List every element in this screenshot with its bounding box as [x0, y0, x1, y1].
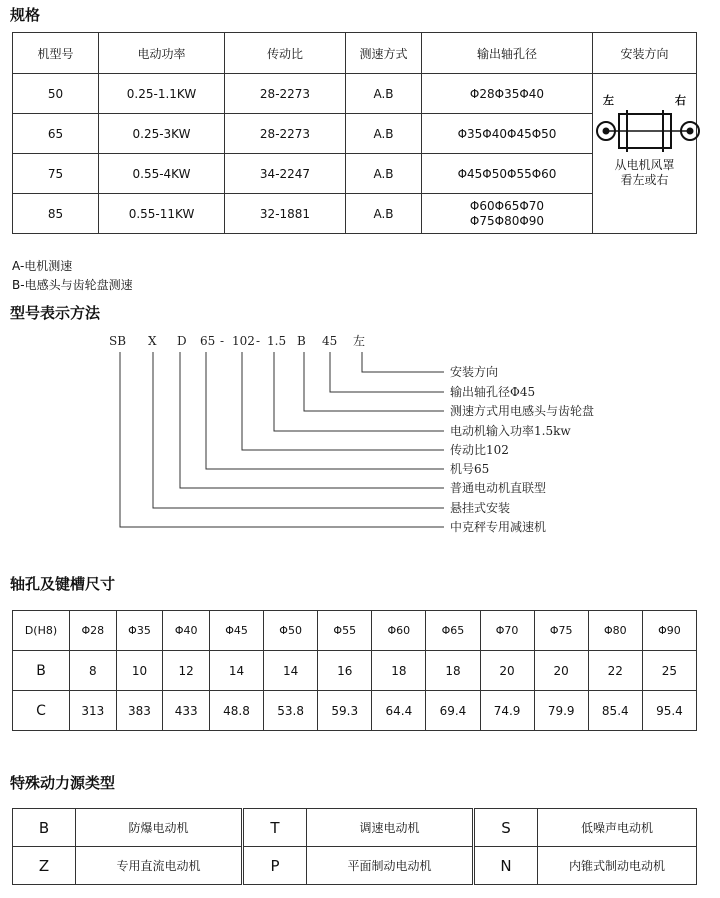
spec-table	[12, 32, 697, 234]
desc-direction: 安装方向	[450, 365, 499, 379]
cell: Φ28	[70, 611, 117, 651]
header-cell: 机型号	[13, 33, 99, 74]
cell: A.B	[346, 154, 422, 194]
cell: A.B	[346, 74, 422, 114]
power-code: Z	[13, 847, 76, 885]
code-part-ratio: 102	[232, 334, 255, 348]
header-cell: 电动功率	[99, 33, 225, 74]
cell: Φ35	[116, 611, 163, 651]
table-row	[13, 847, 697, 885]
cell: 12	[163, 651, 210, 691]
cell: 383	[116, 691, 163, 731]
cell: Φ75	[534, 611, 588, 651]
power-name: 平面制动电动机	[307, 847, 474, 885]
cell: Φ55	[318, 611, 372, 651]
cell: 64.4	[372, 691, 426, 731]
cell: 28-2273	[225, 114, 346, 154]
table-row	[13, 651, 697, 691]
header-cell: 传动比	[225, 33, 346, 74]
power-name: 防爆电动机	[76, 809, 243, 847]
cell: A.B	[346, 114, 422, 154]
desc-speed: 测速方式用电感头与齿轮盘	[450, 404, 595, 418]
code-part-speed: B	[297, 334, 306, 348]
cell: 14	[209, 651, 263, 691]
cell: Φ40	[163, 611, 210, 651]
legend-a: A-电机测速	[12, 259, 73, 273]
desc-series: 中克秤专用减速机	[450, 520, 547, 534]
model-title: 型号表示方法	[10, 304, 101, 322]
model-code-diagram	[0, 320, 720, 540]
cell: 0.25-3KW	[99, 114, 225, 154]
leader-lines	[120, 352, 444, 527]
desc-ratio: 传动比102	[450, 443, 509, 457]
cell: 8	[70, 651, 117, 691]
cell: 75	[13, 154, 99, 194]
cell: 433	[163, 691, 210, 731]
cell: 313	[70, 691, 117, 731]
cell: 95.4	[642, 691, 696, 731]
cell: Φ65	[426, 611, 480, 651]
desc-mounting: 悬挂式安装	[450, 501, 511, 515]
cell: 69.4	[426, 691, 480, 731]
desc-type: 普通电动机直联型	[450, 481, 547, 495]
cell: 34-2247	[225, 154, 346, 194]
desc-machine: 机号65	[450, 462, 490, 476]
code-part-power: 1.5	[267, 334, 287, 348]
cell: 53.8	[264, 691, 318, 731]
power-name: 内锥式制动电动机	[538, 847, 697, 885]
power-name: 低噪声电动机	[538, 809, 697, 847]
shaft-header-label: D(H8)	[13, 611, 70, 651]
spec-header-row	[13, 33, 697, 74]
code-part-d: D	[177, 334, 187, 348]
table-row	[13, 74, 697, 114]
cell: 28-2273	[225, 74, 346, 114]
shaft-title: 轴孔及键槽尺寸	[10, 575, 116, 593]
power-title: 特殊动力源类型	[10, 774, 116, 792]
cell: 48.8	[209, 691, 263, 731]
cell: Φ70	[480, 611, 534, 651]
cell: Φ60	[372, 611, 426, 651]
cell: 85	[13, 194, 99, 234]
cell: 0.55-11KW	[99, 194, 225, 234]
header-cell: 安装方向	[593, 33, 697, 74]
power-code: P	[243, 847, 307, 885]
legend-b: B-电感头与齿轮盘测速	[12, 278, 133, 292]
cell: Φ60Φ65Φ70 Φ75Φ80Φ90	[422, 194, 593, 234]
cell: Φ80	[588, 611, 642, 651]
mount-right-label: 右	[675, 94, 686, 107]
desc-shaft: 输出轴孔径Φ45	[450, 385, 536, 399]
cell: 0.55-4KW	[99, 154, 225, 194]
power-name: 专用直流电动机	[76, 847, 243, 885]
cell: Φ35Φ40Φ45Φ50	[422, 114, 593, 154]
power-name: 调速电动机	[307, 809, 474, 847]
cell: 79.9	[534, 691, 588, 731]
cell: A.B	[346, 194, 422, 234]
cell: 22	[588, 651, 642, 691]
code-part-x: X	[148, 334, 157, 348]
cell: 59.3	[318, 691, 372, 731]
code-part-dash: -	[256, 334, 261, 348]
spec-title: 规格	[10, 6, 41, 24]
header-cell: 输出轴孔径	[422, 33, 593, 74]
cell: Φ45Φ50Φ55Φ60	[422, 154, 593, 194]
cell: Φ28Φ35Φ40	[422, 74, 593, 114]
cell: Φ45	[209, 611, 263, 651]
mount-left-label: 左	[603, 94, 614, 107]
cell: 16	[318, 651, 372, 691]
cell: 20	[480, 651, 534, 691]
cell: Φ50	[264, 611, 318, 651]
power-table	[12, 808, 697, 885]
cell: 85.4	[588, 691, 642, 731]
cell: 20	[534, 651, 588, 691]
shaft-header-row	[13, 611, 697, 651]
cell: 18	[372, 651, 426, 691]
power-code: B	[13, 809, 76, 847]
power-code: N	[474, 847, 538, 885]
shaft-table	[12, 610, 697, 731]
cell: 18	[426, 651, 480, 691]
mount-direction-cell	[593, 74, 697, 234]
power-code: T	[243, 809, 307, 847]
mount-note: 从电机风罩 看左或右	[614, 158, 675, 187]
code-part-dash: -	[220, 334, 225, 348]
mount-diagram-icon	[593, 106, 703, 156]
header-cell: 测速方式	[346, 33, 422, 74]
row-label: B	[13, 651, 70, 691]
cell: 50	[13, 74, 99, 114]
cell: 74.9	[480, 691, 534, 731]
code-part-direction: 左	[353, 334, 366, 348]
code-part-sb: SB	[109, 334, 127, 348]
cell: 0.25-1.1KW	[99, 74, 225, 114]
table-row	[13, 691, 697, 731]
desc-power: 电动机输入功率1.5kw	[450, 424, 571, 438]
code-part-machine: 65	[200, 334, 216, 348]
cell: 10	[116, 651, 163, 691]
cell: 25	[642, 651, 696, 691]
power-code: S	[474, 809, 538, 847]
cell: 32-1881	[225, 194, 346, 234]
cell: 14	[264, 651, 318, 691]
code-part-shaft: 45	[322, 334, 338, 348]
cell: 65	[13, 114, 99, 154]
cell: Φ90	[642, 611, 696, 651]
table-row	[13, 809, 697, 847]
row-label: C	[13, 691, 70, 731]
